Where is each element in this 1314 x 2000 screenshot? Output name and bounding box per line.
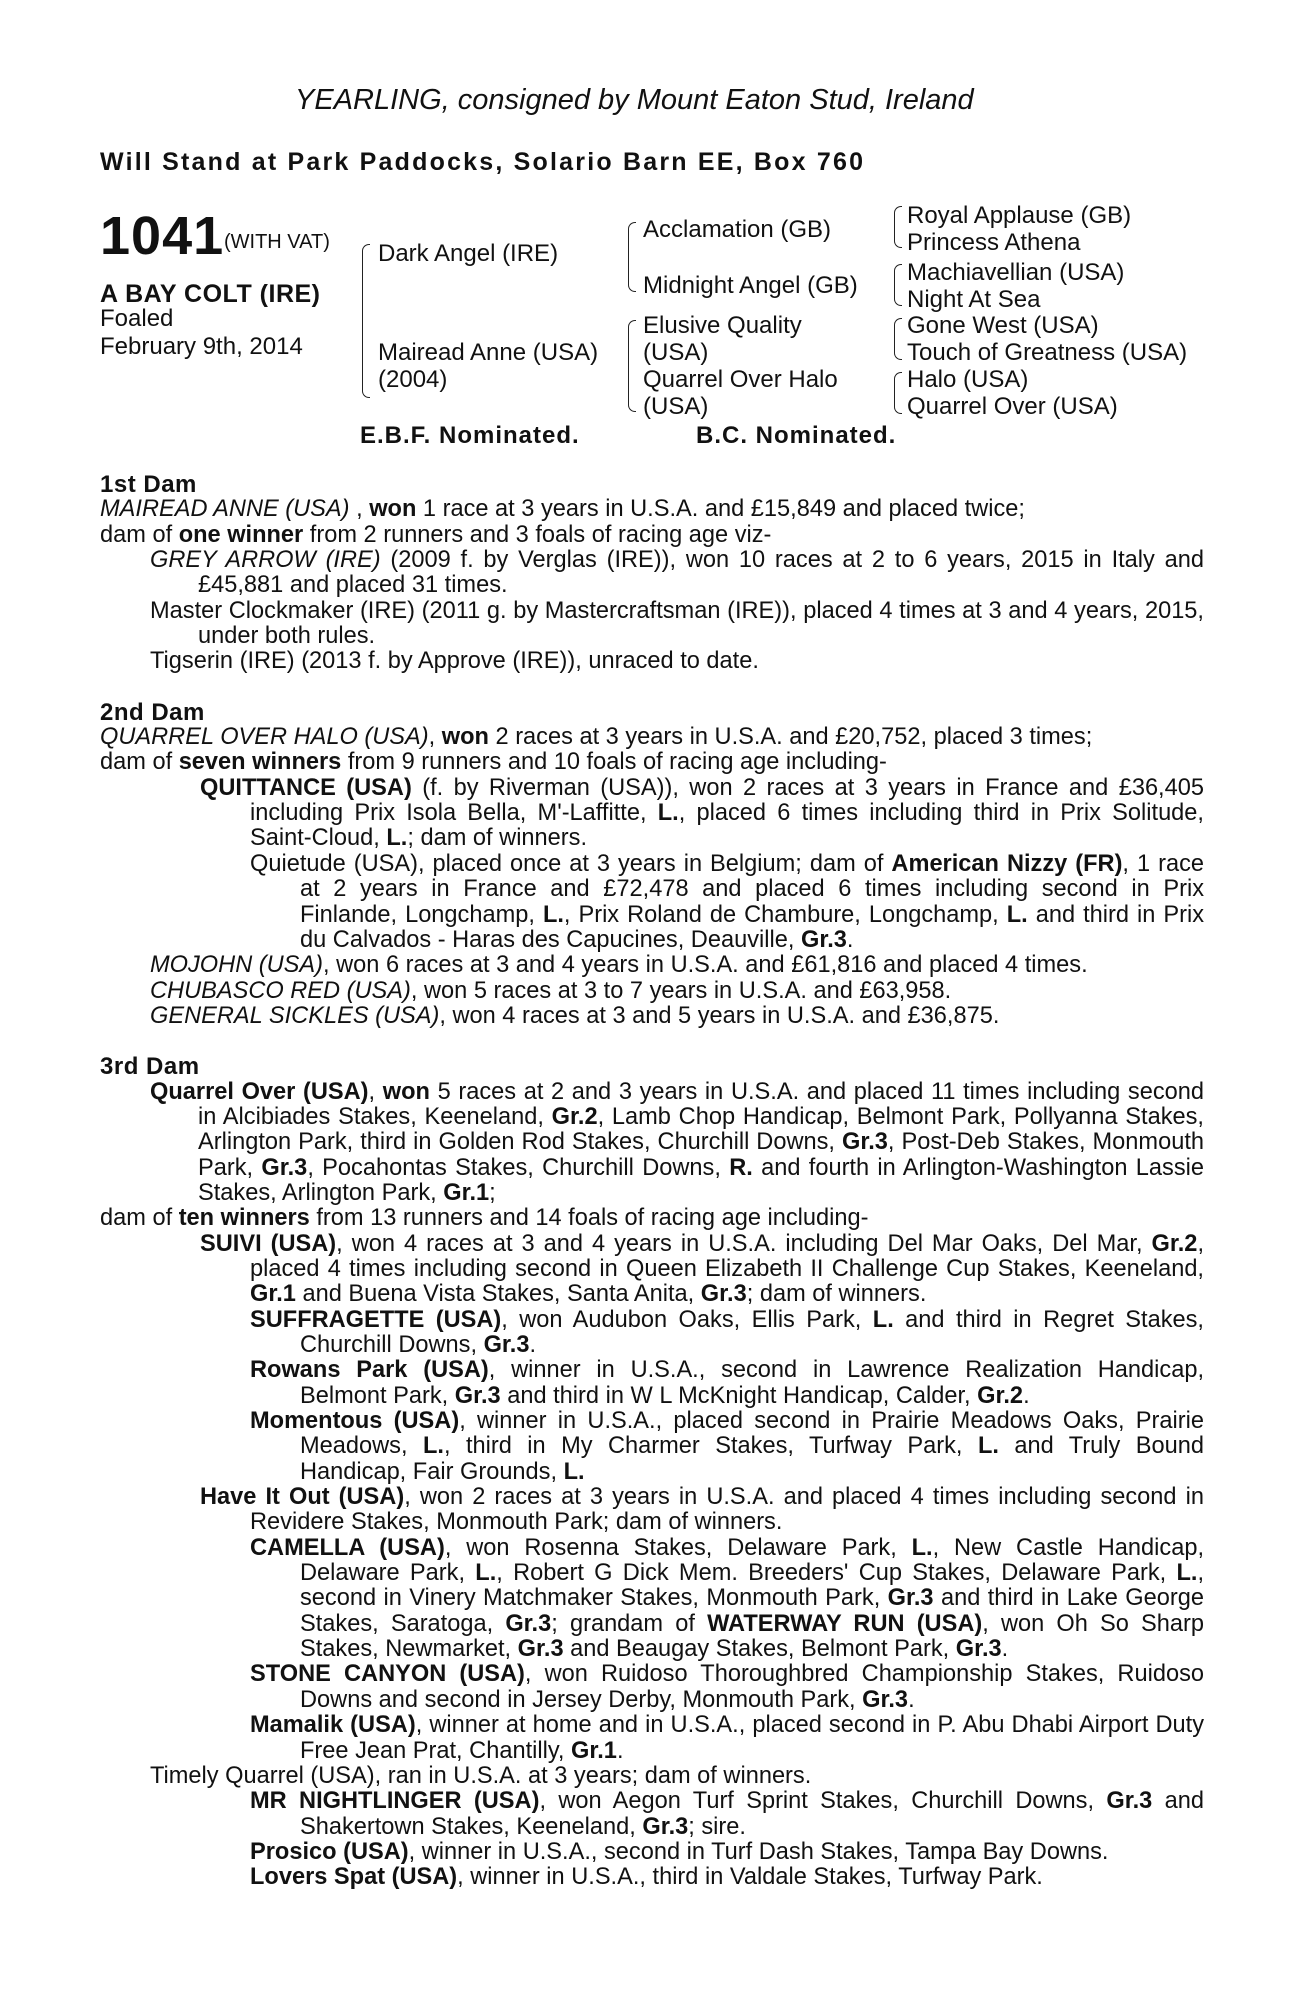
bold-text: Gr.3 bbox=[887, 1585, 934, 1612]
text-run: , Pocahontas Stakes, Churchill Downs, bbox=[307, 1154, 730, 1181]
bold-text: Rowans Park (USA) bbox=[250, 1357, 489, 1384]
text-run: Timely Quarrel (USA), ran in U.S.A. at 3 years; dam of winners. bbox=[150, 1762, 812, 1789]
pedigree-bracket bbox=[894, 206, 902, 248]
pedigree-entry bbox=[100, 1789, 1204, 1840]
italic-text: GENERAL SICKLES (USA) bbox=[150, 1002, 440, 1029]
pedigree-entry bbox=[100, 497, 1204, 522]
bold-text: L. bbox=[977, 1433, 999, 1460]
text-run: (2009 f. by Verglas (IRE)), won 10 races at 2 to 6 years, 2015 in Italy and £45,881 and placed 31 times. bbox=[198, 547, 1204, 599]
pedigree-entry bbox=[100, 599, 1204, 650]
text-run: and Buena Vista Stakes, Santa Anita, bbox=[295, 1281, 701, 1308]
pedigree-entry bbox=[100, 548, 1204, 599]
text-run: , winner in U.S.A., third in Valdale Stakes, Turfway Park. bbox=[457, 1864, 1043, 1891]
catalogue-body bbox=[100, 472, 1204, 1891]
pedigree-entry bbox=[100, 979, 1204, 1004]
pedigree-entry bbox=[100, 1662, 1204, 1713]
text-run: , second in Vinery Matchmaker Stakes, Monmouth Park, bbox=[300, 1560, 1204, 1612]
text-run: . bbox=[1023, 1382, 1030, 1409]
bold-text: MR NIGHTLINGER (USA) bbox=[250, 1788, 540, 1815]
text-run: . bbox=[529, 1332, 537, 1358]
text-run: , third in My Charmer Stakes, Turfway Park, bbox=[443, 1433, 978, 1460]
bold-text: R. bbox=[729, 1154, 753, 1181]
text-run: ; sire. bbox=[688, 1813, 746, 1840]
sire-dam-dam: Night At Sea bbox=[907, 286, 1041, 313]
bold-text: won bbox=[382, 1078, 430, 1105]
pedigree-entry bbox=[100, 953, 1204, 978]
bold-text: CAMELLA (USA) bbox=[250, 1534, 445, 1561]
text-run: , Robert G Dick Mem. Breeders' Cup Stakes, Delaware Park, bbox=[496, 1560, 1177, 1587]
text-run: , winner at home and in U.S.A., placed second in P. Abu Dhabi Airport Duty Free Jean Prat, Chantilly, bbox=[300, 1712, 1204, 1764]
pedigree-entry bbox=[100, 1358, 1204, 1409]
bold-text: L. bbox=[911, 1534, 933, 1561]
foaled-info bbox=[100, 305, 360, 361]
bold-text: L. bbox=[542, 901, 564, 928]
text-run: from 13 runners and 14 foals of racing age including- bbox=[309, 1205, 869, 1232]
bold-text: Gr.3 bbox=[261, 1154, 308, 1181]
text-run: 1 race at 3 years in U.S.A. and £15,849 and placed twice; bbox=[416, 496, 1025, 523]
text-run: ; grandam of bbox=[551, 1610, 708, 1637]
pedigree-entry bbox=[100, 725, 1204, 750]
bold-text: Gr.2 bbox=[977, 1382, 1024, 1409]
text-run: , won Audubon Oaks, Ellis Park, bbox=[501, 1306, 873, 1333]
bold-text: L. bbox=[1006, 901, 1028, 928]
text-run: , bbox=[368, 1078, 383, 1105]
text-run: and third in Regret Stakes, Churchill Downs, bbox=[300, 1306, 1204, 1358]
bold-text: STONE CANYON (USA) bbox=[250, 1661, 525, 1688]
bold-text: Gr.3 bbox=[483, 1332, 530, 1358]
bold-text: Gr.3 bbox=[700, 1281, 747, 1308]
bold-text: Gr.3 bbox=[862, 1686, 909, 1713]
text-run: , won 4 races at 3 and 4 years in U.S.A. including Del Mar Oaks, Del Mar, bbox=[336, 1230, 1152, 1257]
bold-text: ten winners bbox=[178, 1205, 310, 1232]
bold-text: Gr.3 bbox=[800, 926, 847, 953]
text-run: , placed 6 times including third in Prix Solitude, Saint-Cloud, bbox=[250, 800, 1204, 852]
bold-text: SUIVI (USA) bbox=[200, 1230, 337, 1257]
dam-sire-dam: Touch of Greatness (USA) bbox=[907, 339, 1188, 366]
ebf-nominated: E.B.F. Nominated. bbox=[360, 422, 580, 449]
pedigree-entry bbox=[100, 1713, 1204, 1764]
text-run: ; dam of winners. bbox=[746, 1281, 927, 1308]
lot-number: 1041 bbox=[100, 206, 225, 266]
text-run: , won 6 races at 3 and 4 years in U.S.A. and £61,816 and placed 4 times. bbox=[323, 952, 1088, 979]
horse-description: A BAY COLT (IRE) bbox=[100, 280, 321, 308]
bold-text: Gr.2 bbox=[551, 1103, 598, 1130]
text-run: , won Ruidoso Thoroughbred Championship Stakes, Ruidoso Downs and second in Jersey Derby, Monmouth Park, bbox=[300, 1661, 1204, 1713]
bold-text: L. bbox=[1176, 1560, 1198, 1587]
italic-text: GREY ARROW (IRE) bbox=[150, 547, 381, 574]
text-run: . bbox=[1001, 1636, 1009, 1663]
text-run: Master Clockmaker (IRE) (2011 g. by Mastercraftsman (IRE)), placed 4 times at 3 and 4 years, 2015, under both rules. bbox=[150, 597, 1204, 650]
dam-year: (2004) bbox=[378, 366, 448, 393]
pedigree-entry bbox=[100, 776, 1204, 852]
text-run: and third in W L McKnight Handicap, Calder, bbox=[500, 1382, 978, 1409]
bold-text: Gr.3 bbox=[1106, 1788, 1153, 1815]
text-run: , bbox=[349, 496, 370, 523]
dam-sire-country: (USA) bbox=[643, 339, 709, 366]
bold-text: L. bbox=[386, 825, 408, 852]
pedigree-entry bbox=[100, 649, 1204, 674]
pedigree-entry bbox=[100, 1840, 1204, 1865]
pedigree-bracket bbox=[894, 264, 902, 306]
pedigree-entry bbox=[100, 1080, 1204, 1207]
sire-sire-dam: Princess Athena bbox=[907, 229, 1081, 256]
text-run: , New Castle Handicap, Delaware Park, bbox=[300, 1534, 1205, 1587]
text-run: (f. by Riverman (USA)), won 2 races at 3 years in France and £36,405 including Prix Isola Bella, M'-Laffitte, bbox=[250, 774, 1204, 827]
text-run: 5 races at 2 and 3 years in U.S.A. and placed 11 times including second in Alcibiades Stakes, Keeneland, bbox=[198, 1078, 1204, 1130]
text-run: , won 5 races at 3 to 7 years in U.S.A. and £63,958. bbox=[410, 977, 952, 1004]
text-run: , won Oh So Sharp Stakes, Newmarket, bbox=[300, 1610, 1205, 1663]
stand-location: Will Stand at Park Paddocks, Solario Barn EE, Box 760 bbox=[100, 148, 866, 176]
bold-text: Mamalik (USA) bbox=[250, 1712, 416, 1739]
bold-text: Gr.1 bbox=[571, 1737, 617, 1764]
bold-text: Gr.3 bbox=[642, 1813, 689, 1840]
bold-text: Have It Out (USA) bbox=[200, 1484, 405, 1511]
bold-text: Quarrel Over (USA) bbox=[150, 1078, 369, 1105]
bold-text: QUITTANCE (USA) bbox=[200, 774, 412, 801]
pedigree-entry bbox=[100, 750, 1204, 775]
text-run: . bbox=[616, 1737, 624, 1764]
bold-text: L. bbox=[872, 1306, 894, 1333]
text-run: and Truly Bound Handicap, Fair Grounds, bbox=[300, 1433, 1204, 1485]
text-run: and third in Prix du Calvados - Haras des Capucines, Deauville, bbox=[300, 901, 1204, 953]
vat-label: (WITH VAT) bbox=[224, 231, 330, 253]
text-run: ; dam of winners. bbox=[407, 825, 588, 852]
bold-text: Gr.2 bbox=[1151, 1230, 1198, 1257]
pedigree-entry bbox=[100, 1206, 1204, 1231]
dam-dam-sire: Halo (USA) bbox=[907, 366, 1029, 393]
text-run: from 2 runners and 3 foals of racing age viz- bbox=[303, 521, 772, 548]
bold-text: Gr.3 bbox=[454, 1382, 501, 1409]
pedigree-entry bbox=[100, 1485, 1204, 1536]
dam-sire-sire: Gone West (USA) bbox=[907, 312, 1099, 339]
bold-text: one winner bbox=[178, 521, 304, 548]
bold-text: won bbox=[369, 496, 417, 523]
italic-text: CHUBASCO RED (USA) bbox=[150, 977, 411, 1004]
text-run: , won Aegon Turf Sprint Stakes, Churchill Downs, bbox=[539, 1788, 1107, 1815]
bold-text: Gr.3 bbox=[505, 1610, 552, 1637]
bold-text: WATERWAY RUN (USA) bbox=[707, 1610, 983, 1637]
text-run: , 1 race at 2 years in France and £72,478 and placed 6 times including second in Prix Finlande, Longchamp, bbox=[300, 850, 1204, 928]
text-run: dam of bbox=[100, 521, 179, 548]
text-run: and Shakertown Stakes, Keeneland, bbox=[300, 1788, 1204, 1840]
text-run: . bbox=[908, 1686, 915, 1713]
text-run: , Post-Deb Stakes, Monmouth Park, bbox=[198, 1129, 1204, 1181]
sire-sire: Acclamation (GB) bbox=[643, 216, 832, 243]
bold-text: Gr.3 bbox=[955, 1636, 1002, 1663]
text-run: , bbox=[428, 724, 442, 751]
bold-text: won bbox=[441, 724, 489, 751]
text-run: 2 races at 3 years in U.S.A. and £20,752, placed 3 times; bbox=[488, 724, 1093, 751]
bold-text: Gr.3 bbox=[842, 1129, 888, 1156]
sire-dam-sire: Machiavellian (USA) bbox=[907, 259, 1125, 286]
dam-dam: Quarrel Over Halo bbox=[643, 366, 838, 393]
pedigree-entry bbox=[100, 1764, 1204, 1789]
bold-text: Gr.3 bbox=[517, 1636, 564, 1663]
section-heading: 2nd Dam bbox=[100, 698, 205, 726]
bold-text: Prosico (USA) bbox=[250, 1838, 409, 1865]
pedigree-entry bbox=[100, 1232, 1204, 1308]
italic-text: MOJOHN (USA) bbox=[150, 952, 324, 979]
text-run: Tigserin (IRE) (2013 f. by Approve (IRE)), unraced to date. bbox=[150, 648, 759, 675]
text-run: , won Rosenna Stakes, Delaware Park, bbox=[444, 1534, 912, 1561]
text-run: Quietude (USA), placed once at 3 years in Belgium; dam of bbox=[250, 850, 892, 877]
foaled-label: Foaled bbox=[100, 305, 174, 332]
pedigree-bracket bbox=[628, 320, 636, 412]
pedigree-entry bbox=[100, 1865, 1204, 1890]
dam-sire: Elusive Quality bbox=[643, 312, 802, 339]
pedigree-bracket bbox=[362, 244, 370, 398]
bold-text: Gr.1 bbox=[443, 1179, 490, 1206]
text-run: , winner in U.S.A., placed second in Prairie Meadows Oaks, Prairie Meadows, bbox=[300, 1408, 1204, 1460]
text-run: and Beaugay Stakes, Belmont Park, bbox=[563, 1636, 956, 1663]
dam-dam-country: (USA) bbox=[643, 393, 709, 420]
pedigree-bracket bbox=[628, 222, 636, 292]
text-run: dam of bbox=[100, 749, 179, 776]
text-run: , Prix Roland de Chambure, Longchamp, bbox=[563, 901, 1007, 928]
pedigree-entry bbox=[100, 1536, 1204, 1663]
page-title: YEARLING, consigned by Mount Eaton Stud, Ireland bbox=[295, 84, 974, 116]
text-run: ; bbox=[489, 1179, 496, 1206]
pedigree-bracket bbox=[894, 372, 902, 414]
pedigree-entry bbox=[100, 852, 1204, 953]
pedigree-bracket bbox=[894, 318, 902, 360]
bold-text: SUFFRAGETTE (USA) bbox=[250, 1306, 502, 1333]
dam: Mairead Anne (USA) bbox=[378, 339, 599, 366]
bold-text: Lovers Spat (USA) bbox=[250, 1864, 458, 1891]
bold-text: Momentous (USA) bbox=[250, 1408, 460, 1435]
pedigree-entry bbox=[100, 1004, 1204, 1029]
text-run: and third in Lake George Stakes, Saratoga, bbox=[300, 1585, 1204, 1637]
pedigree-entry bbox=[100, 1409, 1204, 1485]
bold-text: L. bbox=[422, 1433, 444, 1460]
sire-dam: Midnight Angel (GB) bbox=[643, 272, 858, 299]
bold-text: seven winners bbox=[178, 749, 342, 776]
text-run: , winner in U.S.A., second in Lawrence Realization Handicap, Belmont Park, bbox=[300, 1357, 1204, 1409]
section-heading: 1st Dam bbox=[100, 471, 197, 498]
bold-text: Gr.1 bbox=[250, 1281, 296, 1308]
bc-nominated: B.C. Nominated. bbox=[696, 422, 897, 449]
bold-text: American Nizzy (FR) bbox=[891, 850, 1123, 877]
text-run: , won 2 races at 3 years in U.S.A. and placed 4 times including second in Revidere Stakes, Monmouth Park; dam of winners. bbox=[250, 1484, 1204, 1536]
text-run: from 9 runners and 10 foals of racing age including- bbox=[341, 749, 887, 776]
text-run: , placed 4 times including second in Queen Elizabeth II Challenge Cup Stakes, Keeneland, bbox=[250, 1230, 1204, 1282]
text-run: dam of bbox=[100, 1205, 179, 1232]
foaled-date: February 9th, 2014 bbox=[100, 333, 303, 360]
bold-text: L. bbox=[657, 800, 679, 827]
text-run: . bbox=[846, 926, 854, 953]
section-heading: 3rd Dam bbox=[100, 1053, 200, 1081]
italic-text: QUARREL OVER HALO (USA) bbox=[100, 724, 429, 751]
pedigree-entry bbox=[100, 1308, 1204, 1359]
bold-text: L. bbox=[475, 1560, 497, 1587]
text-run: and fourth in Arlington-Washington Lassie Stakes, Arlington Park, bbox=[198, 1154, 1204, 1206]
sire-sire-sire: Royal Applause (GB) bbox=[907, 202, 1132, 229]
sire: Dark Angel (IRE) bbox=[378, 240, 559, 267]
italic-text: MAIREAD ANNE (USA) bbox=[100, 496, 350, 523]
text-run: , won 4 races at 3 and 5 years in U.S.A. and £36,875. bbox=[439, 1002, 1000, 1029]
text-run: , Lamb Chop Handicap, Belmont Park, Pollyanna Stakes, Arlington Park, third in Golden Rod Stakes, Churchill Downs, bbox=[198, 1103, 1204, 1156]
pedigree-entry bbox=[100, 523, 1204, 548]
bold-text: L. bbox=[563, 1458, 585, 1485]
dam-dam-dam: Quarrel Over (USA) bbox=[907, 393, 1118, 420]
text-run: , winner in U.S.A., second in Turf Dash Stakes, Tampa Bay Downs. bbox=[408, 1838, 1109, 1865]
